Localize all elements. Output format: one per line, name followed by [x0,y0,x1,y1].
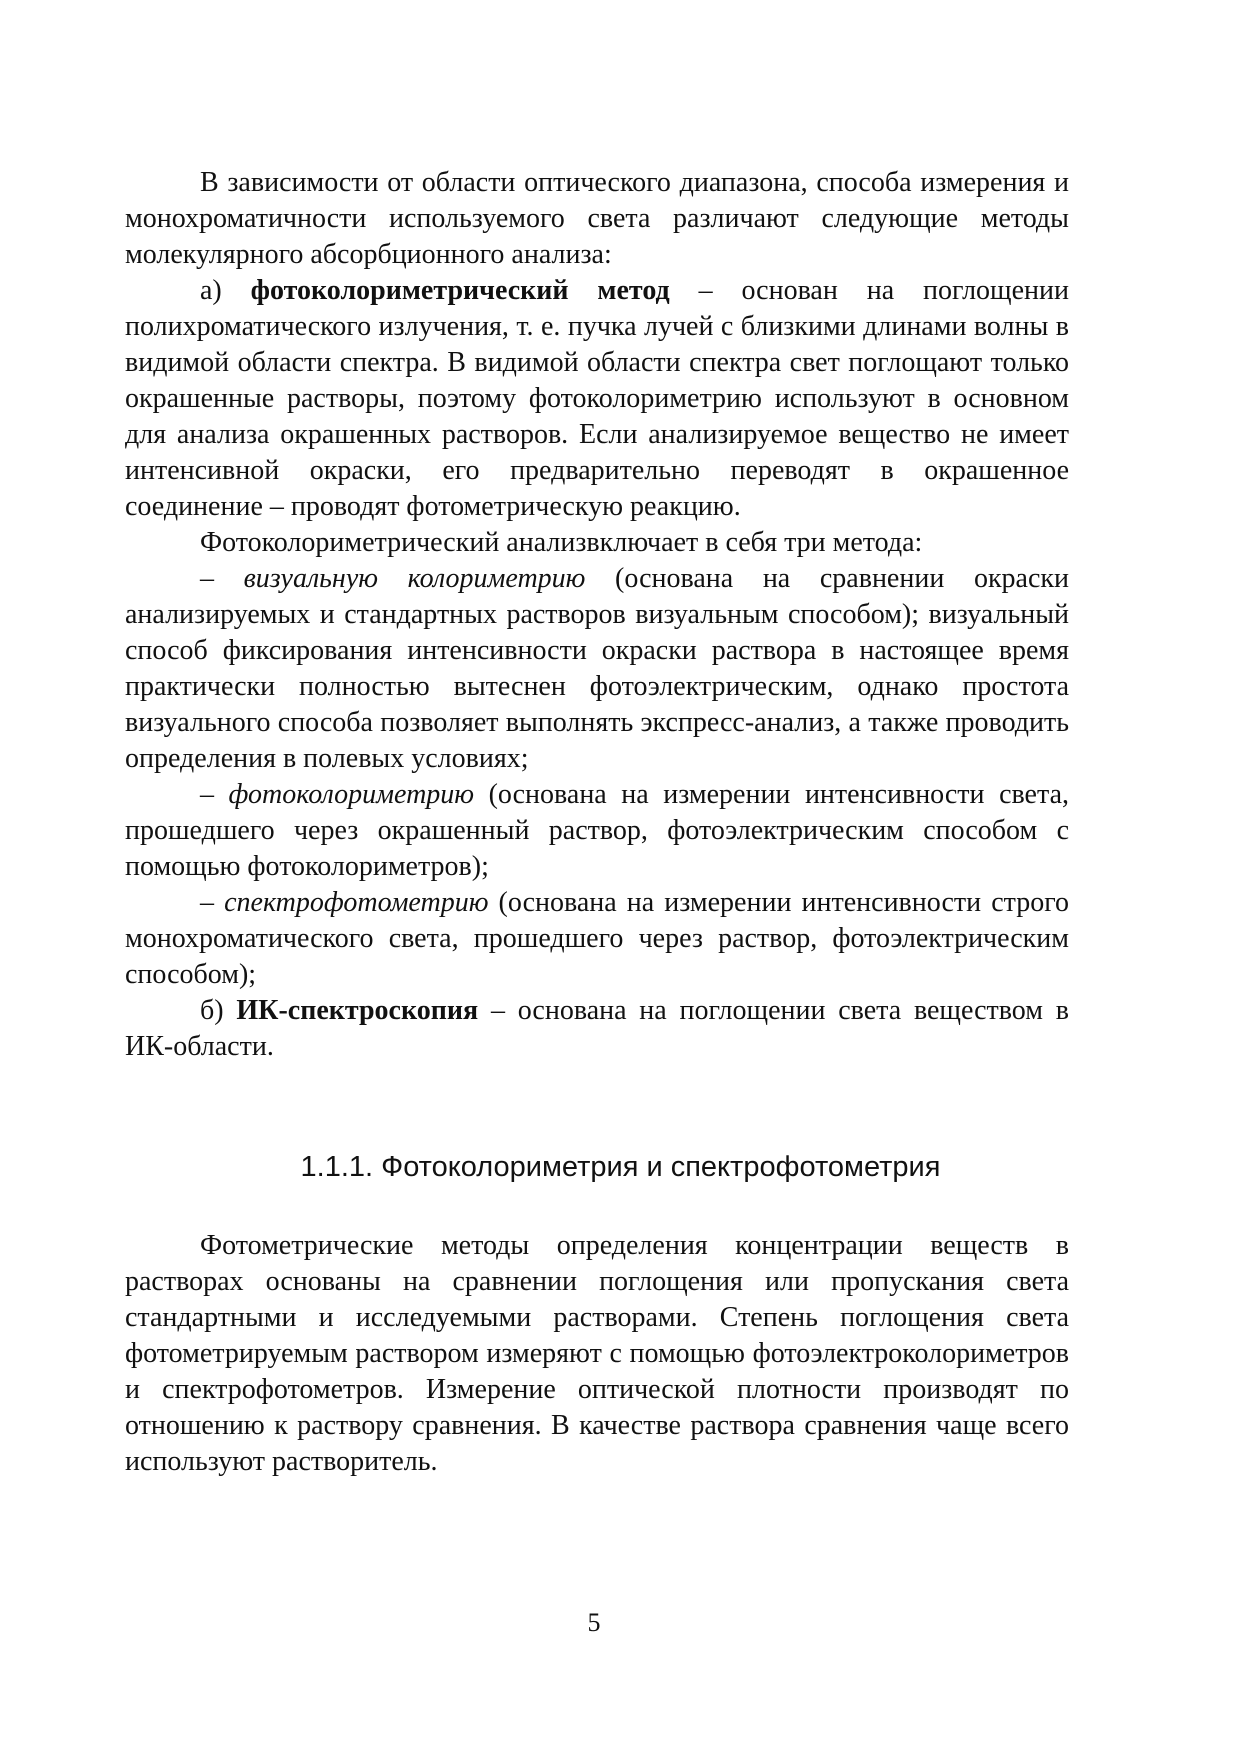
paragraph-method-b-text: – основана на поглощении света веществом в ИК-области. [125,995,1069,1062]
paragraph-intro-text: В зависимости от области оптического диапазона, способа измерения и монохроматичности используемого света различают следующие методы молекулярного абсорбционного анализа: [125,167,1069,270]
dash-marker: – [200,779,229,810]
paragraph-visual-colorimetry [125,561,1069,777]
paragraph-visual-colorimetry-text: (основана на сравнении окраски анализируемых и стандартных растворов визуальным способом); визуальный способ фиксирования интенсивности окраски раствора в настоящее время практически полностью вытеснен фотоэлектрическим, однако простота визуального способа позволяет выполнять экспресс-анализ, а также проводить определения в полевых условиях; [125,563,1070,774]
paragraph-intro [125,165,1069,273]
paragraph-three-methods [125,525,1069,561]
paragraph-photometric-methods [125,1228,1069,1480]
page-number: 5 [587,1608,601,1637]
body-text-section-1 [125,165,1069,1065]
paragraph-method-a-text: – основан на поглощении полихроматического излучения, т. е. пучка лучей с близкими длинами волны в видимой области спектра. В видимой области спектра свет поглощают только окрашенные растворы, поэтому фотоколориметрию используют в основном для анализа окрашенных растворов. Если анализируемое вещество не имеет интенсивной окраски, его предварительно переводят в окрашенное соединение – проводят фотометрическую реакцию. [125,275,1069,522]
body-text-section-2 [125,1228,1069,1480]
paragraph-spectrophotometry-text: (основана на измерении интенсивности строго монохроматического света, прошедшего через раствор, фотоэлектрическим способом); [125,887,1069,990]
paragraph-method-a [125,273,1069,525]
paragraph-spectrophotometry [125,885,1069,993]
term-spectrophotometry: спектрофотометрию [224,887,489,918]
term-ir-spectroscopy: ИК-спектроскопия [236,995,479,1026]
list-marker-a: а) [200,275,251,306]
paragraph-photocolorimetry [125,777,1069,885]
paragraph-method-b [125,993,1069,1065]
section-heading: 1.1.1. Фотоколориметрия и спектрофотометрия [300,1151,941,1183]
term-visual-colorimetry: визуальную колориметрию [243,563,586,594]
list-marker-b: б) [200,995,237,1026]
dash-marker: – [200,887,225,918]
term-photocolorimetric-method: фотоколориметрический метод [250,275,670,306]
paragraph-photocolorimetry-text: (основана на измерении интенсивности света, прошедшего через окрашенный раствор, фотоэлектрическим способом с помощью фотоколориметров); [125,779,1069,882]
dash-marker: – [200,563,244,594]
paragraph-three-methods-text: Фотоколориметрический анализвключает в себя три метода: [200,527,923,558]
paragraph-photometric-methods-text: Фотометрические методы определения концентрации веществ в растворах основаны на сравнении поглощения или пропускания света стандартными и исследуемыми растворами. Степень поглощения света фотометрируемым раствором измеряют с помощью фотоэлектроколориметров и спектрофотометров. Измерение оптической плотности производят по отношению к раствору сравнения. В качестве раствора сравнения чаще всего используют растворитель. [125,1230,1069,1477]
term-photocolorimetry: фотоколориметрию [228,779,475,810]
